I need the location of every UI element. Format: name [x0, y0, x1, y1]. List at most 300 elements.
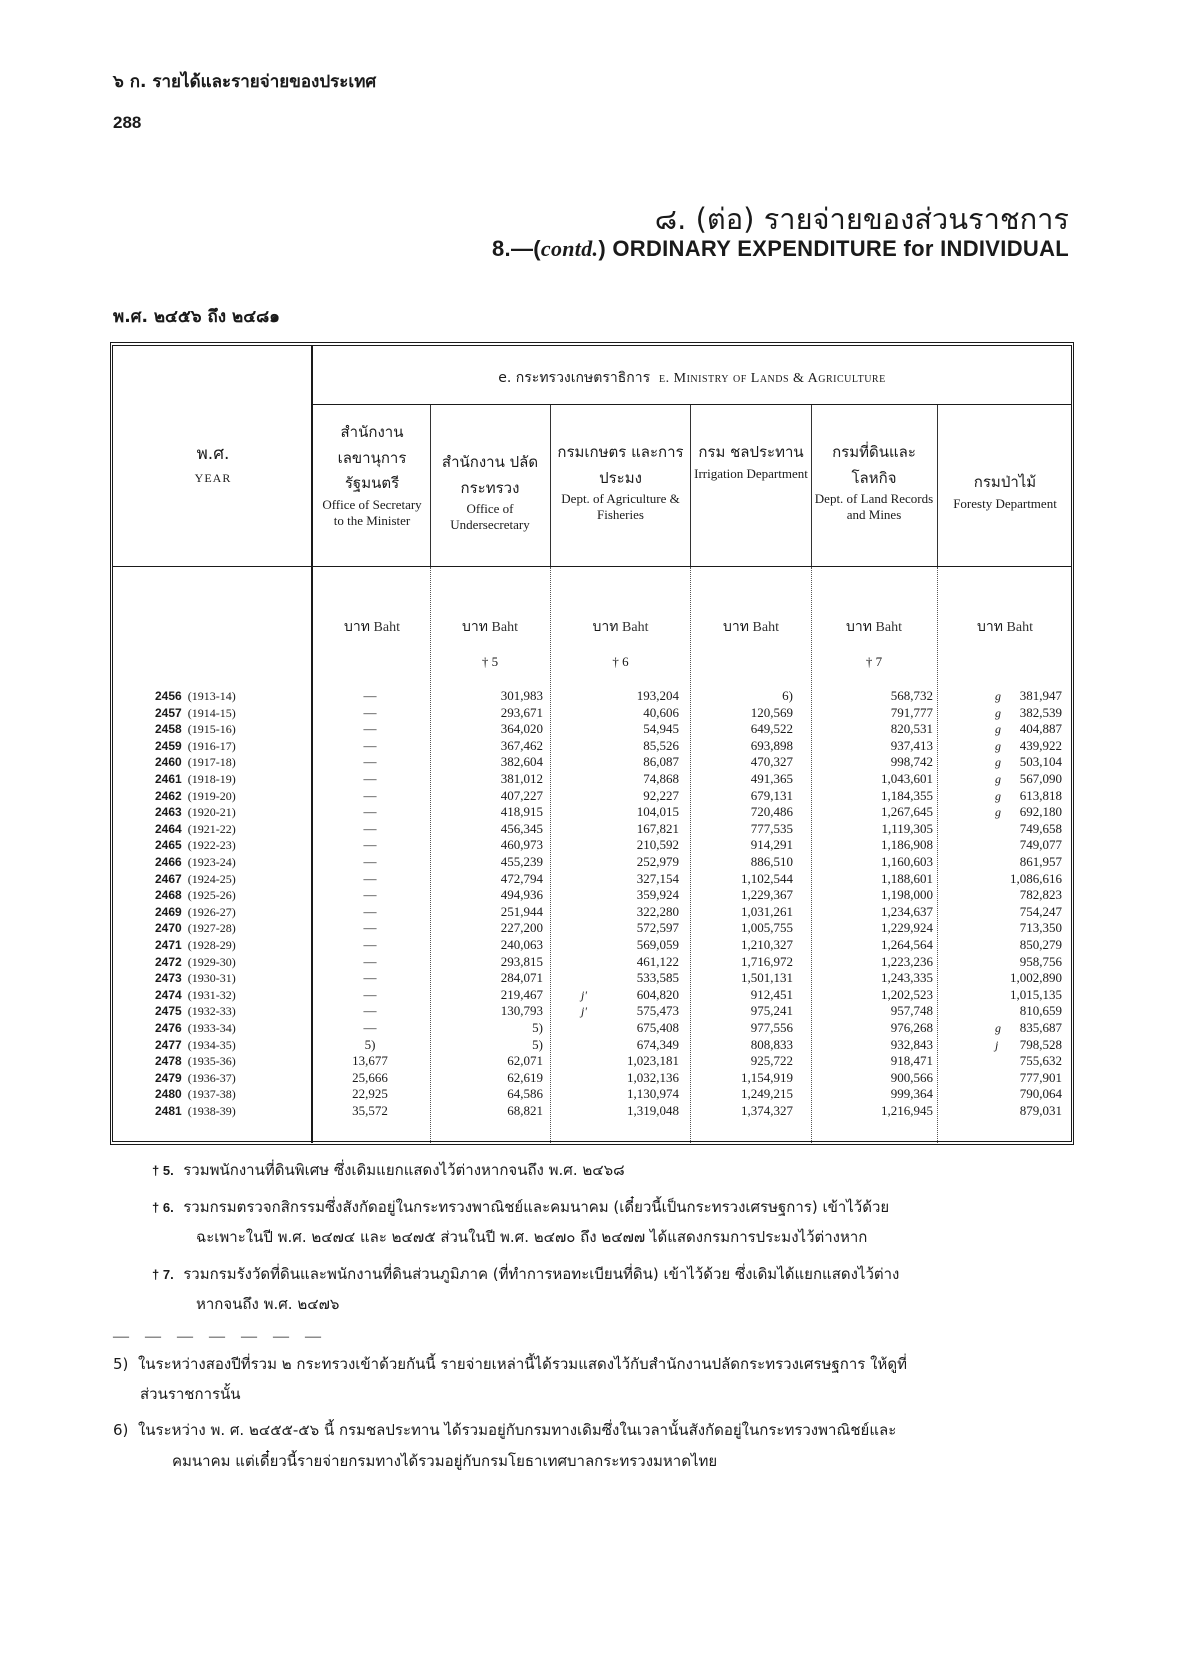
irrigation-value: 1,210,327 — [741, 937, 793, 952]
unit-label — [432, 616, 548, 638]
agriculture-value: 575,473 — [636, 1003, 679, 1019]
unit-label — [316, 616, 428, 638]
undersecretary-value: 381,012 — [500, 771, 543, 786]
forestry-value: 790,064 — [1019, 1086, 1062, 1102]
unit-label — [693, 616, 809, 638]
year-cell — [155, 1103, 300, 1120]
land-records-value: 1,223,236 — [881, 953, 933, 969]
year-heading-english: YEAR — [194, 471, 232, 485]
secretary-value: — — [363, 870, 377, 886]
column-heading-english: Office of Secretary to the Minister — [322, 496, 422, 528]
year-ad-span: (1916-17) — [187, 738, 236, 753]
group-heading — [313, 367, 1071, 389]
irrigation-value: 1,501,131 — [741, 970, 793, 986]
table-row — [0, 937, 1181, 954]
secretary-value: — — [363, 804, 377, 820]
running-head: ๖ ก. รายได้และรายจ่ายของประเทศ — [113, 72, 377, 92]
year-ad-span: (1925-26) — [187, 888, 236, 903]
agriculture-value: 1,319,048 — [627, 1103, 679, 1118]
land-records-value: 791,777 — [890, 704, 933, 720]
group-head-divider — [313, 404, 1071, 405]
land-records-value: 568,732 — [890, 688, 933, 703]
year-cell — [155, 937, 300, 954]
year-ad-span: (1938-39) — [187, 1104, 236, 1118]
forestry-value: 850,279 — [1019, 937, 1062, 952]
year-be: 2476 — [155, 1021, 182, 1035]
irrigation-value: 886,510 — [750, 854, 793, 869]
year-ad-span: (1932-33) — [187, 1004, 236, 1019]
group-heading-english: e. Ministry of Lands & Agriculture — [659, 371, 886, 386]
footnote-6 — [152, 1195, 1072, 1220]
year-be: 2477 — [155, 1037, 182, 1052]
table-row — [0, 804, 1181, 821]
irrigation-value: 1,031,261 — [741, 903, 793, 919]
agriculture-value: 252,979 — [636, 854, 679, 869]
column-heading-forestry — [939, 470, 1071, 512]
forestry-value: 381,947 — [1019, 688, 1062, 703]
undersecretary-value: 227,200 — [500, 920, 543, 936]
forestry-value: 835,687 — [1019, 1020, 1062, 1035]
irrigation-value: 912,451 — [750, 986, 793, 1002]
year-be: 2480 — [155, 1087, 182, 1102]
forestry-value: 749,077 — [1019, 837, 1062, 853]
undersecretary-value: 364,020 — [500, 721, 543, 737]
secretary-value: 13,677 — [352, 1053, 388, 1069]
year-cell — [155, 970, 300, 987]
irrigation-value: 925,722 — [750, 1053, 793, 1069]
secretary-value: — — [363, 787, 377, 803]
separator-dashes: — — — — — — — — [113, 1328, 327, 1345]
year-ad-span: (1924-25) — [187, 871, 236, 886]
year-cell — [155, 721, 300, 738]
year-cell — [155, 804, 300, 821]
footnote-5 — [152, 1158, 1072, 1183]
agriculture-value: 327,154 — [636, 870, 679, 886]
year-heading-thai: พ.ศ. — [196, 444, 230, 464]
irrigation-value: 120,569 — [750, 704, 793, 720]
year-cell — [155, 854, 300, 871]
year-cell — [155, 920, 300, 937]
agriculture-value: 533,585 — [636, 970, 679, 986]
table-row — [0, 1103, 1181, 1120]
irrigation-value: 649,522 — [750, 721, 793, 737]
year-be: 2471 — [155, 938, 182, 952]
table-row — [0, 987, 1181, 1004]
irrigation-value: 1,249,215 — [741, 1086, 793, 1102]
irrigation-value: 720,486 — [750, 804, 793, 820]
undersecretary-value: 494,936 — [500, 887, 543, 903]
forestry-value: 798,528 — [1019, 1036, 1062, 1052]
footnote-6-continued: ฉะเพาะในปี พ.ศ. ๒๔๗๔ และ ๒๔๗๕ ส่วนในปี พ.ศ. ๒๔๗๐ ถึง ๒๔๗๗ ได้แสดงกรมการประมงไว้ต่างหาก — [196, 1228, 868, 1246]
agriculture-value: 675,408 — [636, 1020, 679, 1035]
col-divider-1 — [430, 405, 431, 566]
year-cell — [155, 837, 300, 854]
year-cell — [155, 1003, 300, 1020]
footnote-mark: † 7. — [152, 1267, 174, 1282]
year-cell — [155, 688, 300, 705]
undersecretary-value: 293,815 — [500, 953, 543, 969]
secretary-value: 25,666 — [352, 1069, 388, 1085]
col-divider-3 — [690, 405, 691, 566]
forestry-value: 755,632 — [1019, 1053, 1062, 1069]
table-row — [0, 970, 1181, 987]
forestry-note-mark: g — [995, 738, 1001, 753]
year-cell — [155, 738, 300, 755]
agriculture-value: 54,945 — [643, 721, 679, 737]
unit-thai: บาท — [846, 619, 873, 635]
land-records-value: 820,531 — [890, 721, 933, 737]
year-be: 2474 — [155, 987, 182, 1002]
undersecretary-value: 456,345 — [500, 820, 543, 836]
secretary-value: — — [363, 737, 377, 753]
col-divider-2 — [550, 405, 551, 566]
land-records-value: 1,184,355 — [881, 787, 933, 803]
agriculture-value: 604,820 — [636, 986, 679, 1002]
land-records-value: 998,742 — [890, 754, 933, 770]
column-note-mark: † 6 — [612, 654, 629, 669]
secretary-value: — — [363, 854, 377, 869]
table-row — [0, 1003, 1181, 1020]
secretary-value: — — [363, 754, 377, 770]
column-heading-land-records — [813, 440, 935, 524]
unit-english: Baht — [622, 620, 649, 635]
unit-thai: บาท — [977, 619, 1004, 635]
title-thai: ๘. (ต่อ) รายจ่ายของส่วนราชการ — [654, 202, 1069, 236]
unit-label — [553, 616, 688, 638]
secretary-value: — — [363, 771, 377, 786]
forestry-value: 404,887 — [1019, 721, 1062, 737]
table-row — [0, 1070, 1181, 1087]
year-be: 2473 — [155, 971, 182, 986]
undersecretary-value: 64,586 — [507, 1086, 543, 1102]
year-ad-span: (1919-20) — [187, 788, 236, 803]
footnote-7-continued: หากจนถึง พ.ศ. ๒๔๗๖ — [196, 1295, 340, 1313]
unit-thai: บาท — [462, 619, 489, 635]
table-row — [0, 904, 1181, 921]
column-note-mark: † 7 — [865, 654, 883, 669]
secretary-value: — — [363, 837, 377, 853]
unit-english: Baht — [752, 620, 779, 635]
undersecretary-value: 5) — [532, 1036, 543, 1052]
land-records-value: 1,043,601 — [881, 771, 933, 786]
unit-label — [939, 616, 1071, 638]
year-be: 2456 — [155, 689, 182, 703]
year-cell — [155, 1070, 300, 1087]
column-heading-thai: กรมที่ดินและ โลหกิจ — [832, 443, 916, 487]
secretary-value: — — [363, 937, 377, 952]
year-be: 2478 — [155, 1054, 182, 1069]
table-row — [0, 954, 1181, 971]
col-divider-5 — [937, 405, 938, 566]
irrigation-value: 975,241 — [750, 1003, 793, 1019]
column-heading-english: Foresty Department — [953, 495, 1057, 511]
agriculture-value: 1,032,136 — [627, 1069, 679, 1085]
year-ad-span: (1921-22) — [187, 821, 236, 836]
table-row — [0, 887, 1181, 904]
year-cell — [155, 1053, 300, 1070]
header-divider — [113, 566, 1071, 567]
year-be: 2462 — [155, 788, 182, 803]
forestry-note-mark: g — [995, 722, 1001, 737]
year-ad-span: (1928-29) — [187, 938, 236, 952]
forestry-value: 861,957 — [1019, 854, 1062, 869]
irrigation-value: 470,327 — [750, 754, 793, 770]
title-english — [492, 236, 1069, 262]
undersecretary-value: 407,227 — [500, 787, 543, 803]
year-be: 2458 — [155, 722, 182, 737]
note-5-continued: ส่วนราชการนั้น — [140, 1385, 241, 1403]
secretary-value: — — [363, 887, 377, 903]
forestry-value: 958,756 — [1019, 953, 1062, 969]
year-ad-span: (1914-15) — [187, 705, 236, 720]
year-ad-span: (1936-37) — [187, 1070, 236, 1085]
secretary-value: — — [363, 903, 377, 919]
table-row — [0, 738, 1181, 755]
agriculture-value: 1,023,181 — [627, 1053, 679, 1069]
agriculture-value: 40,606 — [643, 704, 679, 720]
col-divider-4 — [811, 405, 812, 566]
agriculture-value: 461,122 — [636, 953, 679, 969]
year-be: 2457 — [155, 705, 182, 720]
forestry-value: 749,658 — [1019, 820, 1062, 836]
undersecretary-value: 68,821 — [507, 1103, 543, 1118]
land-records-value: 999,364 — [890, 1086, 933, 1102]
undersecretary-value: 367,462 — [500, 737, 543, 753]
year-cell — [155, 987, 300, 1004]
page-number: 288 — [113, 113, 142, 132]
year-column-heading — [113, 440, 313, 486]
year-be: 2481 — [155, 1104, 182, 1118]
secretary-value: — — [363, 953, 377, 969]
column-heading-thai: กรมเกษตร และการประมง — [557, 443, 684, 487]
undersecretary-value: 240,063 — [500, 937, 543, 952]
forestry-value: 567,090 — [1019, 771, 1062, 786]
forestry-value: 1,015,135 — [1010, 986, 1062, 1002]
land-records-value: 1,119,305 — [881, 820, 933, 836]
column-heading-thai: กรมป่าไม้ — [973, 473, 1037, 491]
year-ad-span: (1917-18) — [187, 755, 236, 770]
secretary-value: 5) — [364, 1036, 376, 1052]
forestry-value: 879,031 — [1019, 1103, 1062, 1118]
table-row — [0, 771, 1181, 788]
undersecretary-value: 62,619 — [507, 1069, 543, 1085]
year-ad-span: (1937-38) — [187, 1087, 236, 1102]
secretary-value: — — [363, 820, 377, 836]
forestry-value: 503,104 — [1019, 754, 1062, 770]
note-mark: 5) — [113, 1355, 129, 1373]
note-6 — [113, 1418, 1078, 1442]
land-records-value: 932,843 — [890, 1036, 933, 1052]
year-be: 2468 — [155, 888, 182, 903]
year-cell — [155, 754, 300, 771]
irrigation-value: 1,374,327 — [741, 1103, 793, 1118]
year-be: 2460 — [155, 755, 182, 770]
forestry-value: 439,922 — [1019, 737, 1062, 753]
unit-english: Baht — [1006, 620, 1033, 635]
table-row — [0, 821, 1181, 838]
table-row — [0, 1020, 1181, 1037]
agriculture-value: 86,087 — [643, 754, 679, 770]
footnote-mark: † 5. — [152, 1163, 174, 1178]
table-row — [0, 871, 1181, 888]
unit-thai: บาท — [723, 619, 750, 635]
year-ad-span: (1923-24) — [187, 855, 236, 869]
note-6-continued: คมนาคม แต่เดี๋ยวนี้รายจ่ายกรมทางได้รวมอยู่กับกรมโยธาเทศบาลกระทรวงมหาดไทย — [172, 1452, 718, 1470]
land-records-value: 918,471 — [890, 1053, 933, 1069]
irrigation-value: 491,365 — [750, 771, 793, 786]
year-cell — [155, 887, 300, 904]
agriculture-value: 1,130,974 — [627, 1086, 679, 1102]
secretary-value: — — [363, 1003, 377, 1019]
year-cell — [155, 954, 300, 971]
undersecretary-value: 418,915 — [500, 804, 543, 820]
undersecretary-value: 251,944 — [500, 903, 543, 919]
forestry-note-mark: g — [995, 1021, 1001, 1035]
land-records-value: 1,160,603 — [881, 854, 933, 869]
year-be: 2475 — [155, 1004, 182, 1019]
year-ad-span: (1915-16) — [187, 722, 236, 737]
forestry-value: 777,901 — [1019, 1069, 1062, 1085]
secretary-value: 22,925 — [352, 1086, 388, 1102]
secretary-value: 35,572 — [352, 1103, 388, 1118]
unit-thai: บาท — [592, 619, 619, 635]
undersecretary-value: 284,071 — [500, 970, 543, 986]
year-cell — [155, 788, 300, 805]
year-be: 2469 — [155, 904, 182, 919]
column-heading-undersecretary — [432, 450, 548, 534]
year-be: 2467 — [155, 871, 182, 886]
irrigation-value: 808,833 — [750, 1036, 793, 1052]
year-be: 2479 — [155, 1070, 182, 1085]
agriculture-value: 359,924 — [636, 887, 679, 903]
year-cell — [155, 771, 300, 788]
note-mark: 6) — [113, 1421, 129, 1439]
year-be: 2463 — [155, 805, 182, 820]
year-be: 2459 — [155, 738, 182, 753]
secretary-value: — — [363, 986, 377, 1002]
irrigation-value: 1,229,367 — [741, 887, 793, 903]
forestry-note-mark: g — [995, 705, 1001, 720]
secretary-value: — — [363, 721, 377, 737]
irrigation-value: 6) — [782, 688, 793, 703]
irrigation-value: 1,154,919 — [741, 1069, 793, 1085]
agriculture-value: 104,015 — [636, 804, 679, 820]
unit-english: Baht — [491, 620, 518, 635]
land-records-value: 1,216,945 — [881, 1103, 933, 1118]
column-heading-secretary — [316, 420, 428, 529]
column-heading-english: Dept. of Agriculture & Fisheries — [561, 491, 680, 523]
year-be: 2466 — [155, 855, 182, 869]
column-heading-english: Dept. of Land Records and Mines — [814, 491, 934, 523]
year-be: 2470 — [155, 921, 182, 936]
title-en-rest: ) ORDINARY EXPENDITURE for INDIVIDUAL — [598, 236, 1069, 261]
irrigation-value: 1,102,544 — [741, 870, 793, 886]
forestry-value: 782,823 — [1019, 887, 1062, 903]
agriculture-value: 92,227 — [643, 787, 679, 803]
title-en-prefix: 8.—( — [492, 236, 541, 261]
table-row — [0, 1053, 1181, 1070]
column-heading-thai: สำนักงาน ปลัดกระทรวง — [441, 453, 539, 497]
year-be: 2464 — [155, 821, 182, 836]
land-records-value: 937,413 — [890, 737, 933, 753]
year-ad-span: (1931-32) — [187, 987, 236, 1002]
land-records-value: 1,186,908 — [881, 837, 933, 853]
year-be: 2472 — [155, 954, 182, 969]
irrigation-value: 977,556 — [750, 1020, 793, 1035]
secretary-value: — — [363, 688, 377, 703]
agriculture-note-mark: j' — [581, 1004, 587, 1019]
forestry-note-mark: g — [995, 689, 1001, 703]
agriculture-note-mark: j' — [581, 987, 587, 1002]
column-heading-irrigation — [693, 440, 809, 482]
unit-english: Baht — [875, 620, 902, 635]
land-records-value: 1,243,335 — [881, 970, 933, 986]
agriculture-value: 572,597 — [636, 920, 679, 936]
unit-english: Baht — [373, 620, 400, 635]
table-row — [0, 754, 1181, 771]
irrigation-value: 914,291 — [750, 837, 793, 853]
undersecretary-value: 472,794 — [500, 870, 543, 886]
year-cell — [155, 1037, 300, 1054]
forestry-value: 713,350 — [1019, 920, 1062, 936]
forestry-note-mark: j — [995, 1037, 999, 1052]
period-label: พ.ศ. ๒๔๕๖ ถึง ๒๔๘๑ — [113, 307, 280, 327]
undersecretary-value: 382,604 — [500, 754, 543, 770]
year-ad-span: (1930-31) — [187, 971, 236, 986]
undersecretary-value: 293,671 — [500, 704, 543, 720]
footnote-mark: † 6. — [152, 1200, 174, 1215]
land-records-value: 957,748 — [890, 1003, 933, 1019]
table-row — [0, 788, 1181, 805]
land-records-value: 1,234,637 — [881, 903, 933, 919]
irrigation-value: 693,898 — [750, 737, 793, 753]
agriculture-value: 167,821 — [636, 820, 679, 836]
year-ad-span: (1922-23) — [187, 838, 236, 853]
group-heading-thai: e. กระทรวงเกษตราธิการ — [498, 370, 651, 386]
undersecretary-value: 460,973 — [500, 837, 543, 853]
table-row — [0, 721, 1181, 738]
forestry-note-mark: g — [995, 805, 1001, 820]
agriculture-value: 569,059 — [636, 937, 679, 952]
year-be: 2465 — [155, 838, 182, 853]
irrigation-value: 1,005,755 — [741, 920, 793, 936]
land-records-value: 1,202,523 — [881, 986, 933, 1002]
agriculture-value: 74,868 — [643, 771, 679, 786]
year-ad-span: (1929-30) — [187, 954, 236, 969]
unit-label — [813, 616, 935, 638]
column-heading-thai: กรม ชลประทาน — [698, 443, 804, 461]
table-row — [0, 1037, 1181, 1054]
note-text: ในระหว่าง พ. ศ. ๒๔๕๕-๕๖ นี้ กรมชลประทาน ได้รวมอยู่กับกรมทางเดิมซึ่งในเวลานั้นสังกัดอยู่ในกระทรวงพาณิชย์และ — [137, 1421, 897, 1439]
land-records-value: 1,229,924 — [881, 920, 933, 936]
forestry-note-mark: g — [995, 788, 1001, 803]
year-cell — [155, 1020, 300, 1037]
land-records-value: 976,268 — [890, 1020, 933, 1035]
forestry-value: 810,659 — [1019, 1003, 1062, 1019]
table-row — [0, 1086, 1181, 1103]
undersecretary-value: 301,983 — [500, 688, 543, 703]
title-en-contd: contd. — [540, 236, 599, 261]
column-heading-thai: สำนักงาน เลขานุการ รัฐมนตรี — [337, 423, 407, 492]
year-ad-span: (1926-27) — [187, 904, 236, 919]
agriculture-value: 210,592 — [636, 837, 679, 853]
footnote-7 — [152, 1262, 1072, 1287]
undersecretary-value: 455,239 — [500, 854, 543, 869]
agriculture-value: 322,280 — [636, 903, 679, 919]
year-ad-span: (1935-36) — [187, 1054, 236, 1069]
year-cell — [155, 904, 300, 921]
footnote-text: รวมกรมตรวจกสิกรรมซึ่งสังกัดอยู่ในกระทรวงพาณิชย์และคมนาคม (เดี๋ยวนี้เป็นกระทรวงเศรษฐการ) เข้าไว้ด้วย — [183, 1198, 890, 1216]
